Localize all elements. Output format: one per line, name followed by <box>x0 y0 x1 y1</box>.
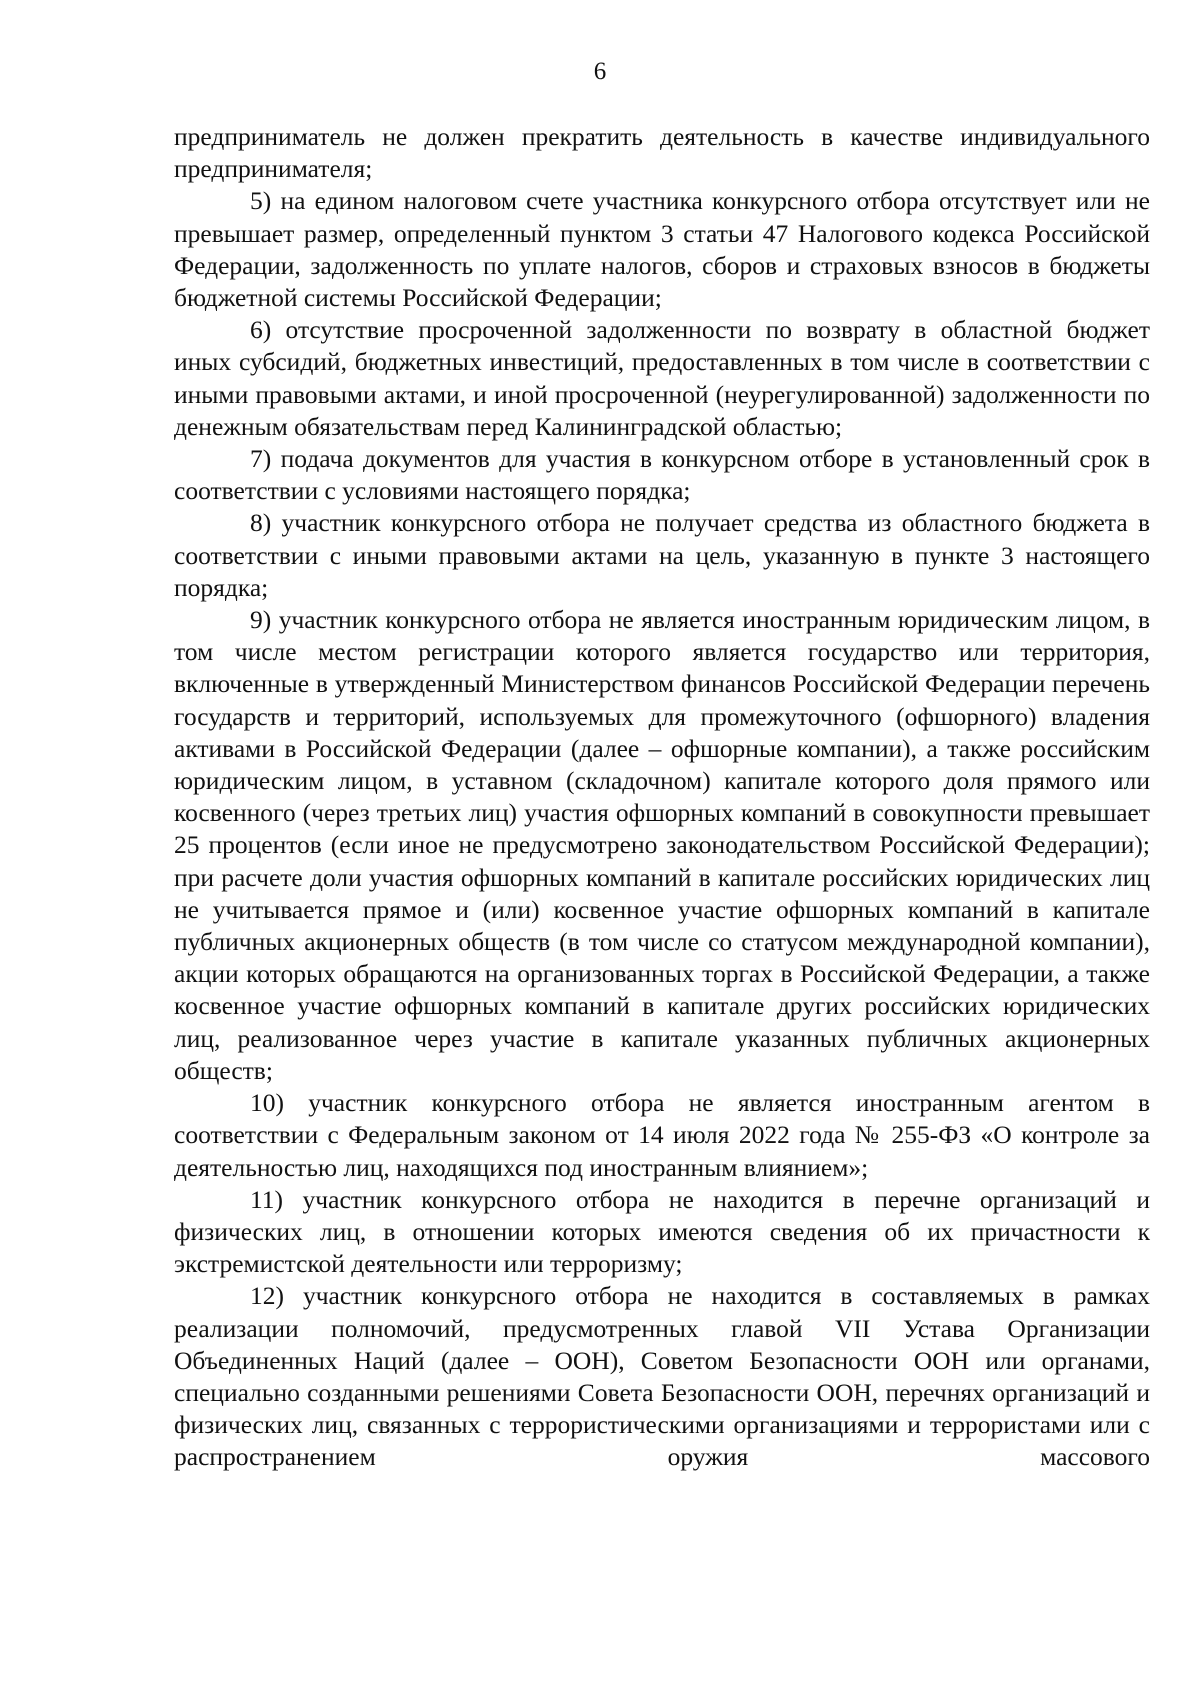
paragraph-item-6: 6) отсутствие просроченной задолженности по возврату в областной бюджет иных субсидий, бюджетных инвестиций, предоставленных в том числе в соответствии с иными правовыми актами, и иной просроченной (неурегулированной) задолженности по денежным обязательствам перед Калининградской областью; <box>174 315 1150 441</box>
paragraph-item-10: 10) участник конкурсного отбора не является иностранным агентом в соответствии с Федеральным законом от 14 июля 2022 года № 255-ФЗ «О контроле за деятельностью лиц, находящихся под иностранным влиянием»; <box>174 1088 1150 1182</box>
paragraph-item-12: 12) участник конкурсного отбора не находится в составляемых в рамках реализации полномочий, предусмотренных главой VII Устава Организации Объединенных Наций (далее – ООН), Советом Безопасности ООН или органами, специально созданными решениями Совета Безопасности ООН, перечнях организаций и физических лиц, связанных с террористическими организациями и террористами или с распространением оружия массового <box>174 1281 1150 1472</box>
paragraph-continuation: предприниматель не должен прекратить деятельность в качестве индивидуального предпринимателя; <box>174 122 1150 184</box>
paragraph-item-9: 9) участник конкурсного отбора не является иностранным юридическим лицом, в том числе местом регистрации которого является государство или территория, включенные в утвержденный Министерством финансов Российской Федерации перечень государств и территорий, используемых для промежуточного (офшорного) владения активами в Российской Федерации (далее – офшорные компании), а также российским юридическим лицом, в уставном (складочном) капитале которого доля прямого или косвенного (через третьих лиц) участия офшорных компаний в совокупности превышает 25 процентов (если иное не предусмотрено законодательством Российской Федерации); при расчете доли участия офшорных компаний в капитале российских юридических лиц не учитывается прямое и (или) косвенное участие офшорных компаний в капитале публичных акционерных обществ (в том числе со статусом международной компании), акции которых обращаются на организованных торгах в Российской Федерации, а также косвенное участие офшорных компаний в капитале других российских юридических лиц, реализованное через участие в капитале указанных публичных акционерных обществ; <box>174 605 1150 1085</box>
paragraph-item-8: 8) участник конкурсного отбора не получает средства из областного бюджета в соответствии с иными правовыми актами на цель, указанную в пункте 3 настоящего порядка; <box>174 508 1150 602</box>
page-number: 6 <box>593 58 607 85</box>
paragraph-item-7: 7) подача документов для участия в конкурсном отборе в установленный срок в соответствии с условиями настоящего порядка; <box>174 444 1150 506</box>
paragraph-item-5: 5) на едином налоговом счете участника конкурсного отбора отсутствует или не превышает размер, определенный пунктом 3 статьи 47 Налогового кодекса Российской Федерации, задолженность по уплате налогов, сборов и страховых взносов в бюджеты бюджетной системы Российской Федерации; <box>174 186 1150 313</box>
paragraph-item-11: 11) участник конкурсного отбора не находится в перечне организаций и физических лиц, в отношении которых имеются сведения об их причастности к экстремистской деятельности или терроризму; <box>174 1184 1150 1279</box>
document-body <box>174 121 1150 1474</box>
